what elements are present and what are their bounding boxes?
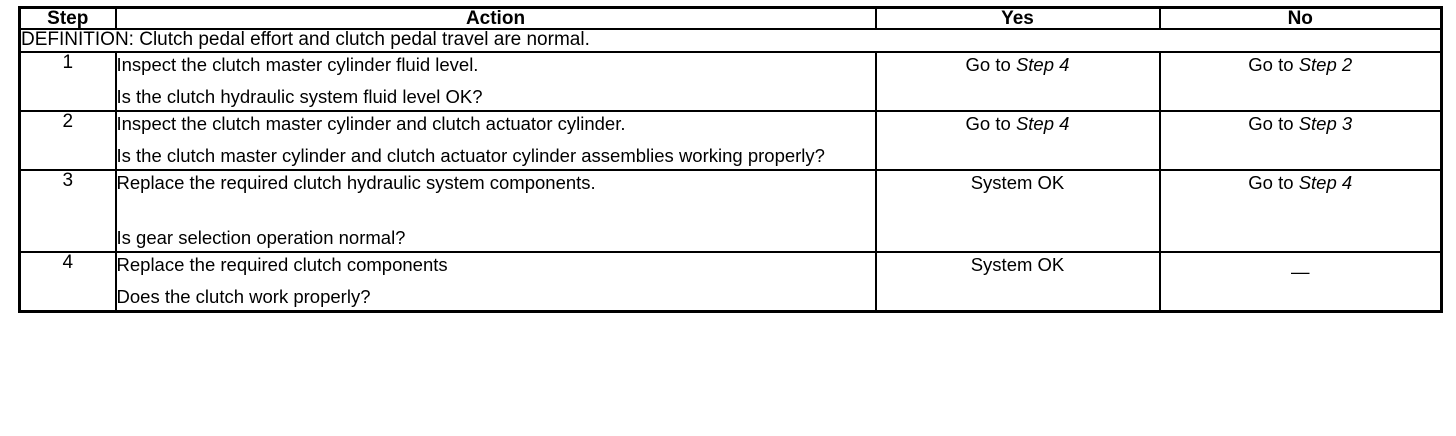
no-prefix: — <box>1291 261 1310 283</box>
action-line-1: Inspect the clutch master cylinder and clutch actuator cylinder. <box>116 112 626 134</box>
no-prefix: Go to <box>1248 53 1299 75</box>
table-body <box>20 29 1442 311</box>
table-row <box>20 170 1442 252</box>
definition-text: DEFINITION: Clutch pedal effort and clutch pedal travel are normal. <box>20 29 1442 52</box>
action-cell <box>116 170 876 252</box>
action-cell <box>116 111 876 170</box>
action-line-1: Replace the required clutch hydraulic system components. <box>116 171 596 193</box>
action-line-2: Is gear selection operation normal? <box>116 226 406 248</box>
no-prefix: Go to <box>1248 112 1299 134</box>
table-row <box>20 111 1442 170</box>
action-cell <box>116 252 876 311</box>
definition-row <box>20 29 1442 52</box>
step-number: 2 <box>20 111 116 170</box>
step-number: 4 <box>20 252 116 311</box>
action-line-2: Is the clutch master cylinder and clutch actuator cylinder assemblies working properly? <box>116 144 825 166</box>
table-header <box>20 8 1442 30</box>
yes-target: Step 4 <box>1015 112 1070 134</box>
yes-prefix: Go to <box>965 53 1016 75</box>
no-target: Step 3 <box>1298 112 1353 134</box>
step-number: 1 <box>20 52 116 111</box>
no-target: Step 2 <box>1298 53 1353 75</box>
no-target: Step 4 <box>1298 171 1353 193</box>
yes-result <box>876 252 1160 311</box>
column-header-yes: Yes <box>876 8 1160 30</box>
no-prefix: Go to <box>1248 171 1299 193</box>
column-header-action: Action <box>116 8 876 30</box>
diagnostic-steps-table <box>18 6 1443 313</box>
no-result <box>1160 52 1442 111</box>
yes-prefix: Go to <box>965 112 1016 134</box>
step-number: 3 <box>20 170 116 252</box>
action-line-2: Does the clutch work properly? <box>116 285 371 307</box>
action-line-1: Replace the required clutch components <box>116 253 448 275</box>
action-line-1: Inspect the clutch master cylinder fluid level. <box>116 53 479 75</box>
no-result <box>1160 252 1442 311</box>
column-header-no: No <box>1160 8 1442 30</box>
yes-prefix: System OK <box>970 171 1065 193</box>
yes-prefix: System OK <box>970 253 1065 275</box>
table-header-row <box>20 8 1442 30</box>
yes-result <box>876 170 1160 252</box>
yes-result <box>876 52 1160 111</box>
action-cell <box>116 52 876 111</box>
table-row <box>20 252 1442 311</box>
no-result <box>1160 170 1442 252</box>
table-row <box>20 52 1442 111</box>
action-line-2: Is the clutch hydraulic system fluid level OK? <box>116 85 483 107</box>
yes-result <box>876 111 1160 170</box>
yes-target: Step 4 <box>1015 53 1070 75</box>
no-result <box>1160 111 1442 170</box>
column-header-step: Step <box>20 8 116 30</box>
